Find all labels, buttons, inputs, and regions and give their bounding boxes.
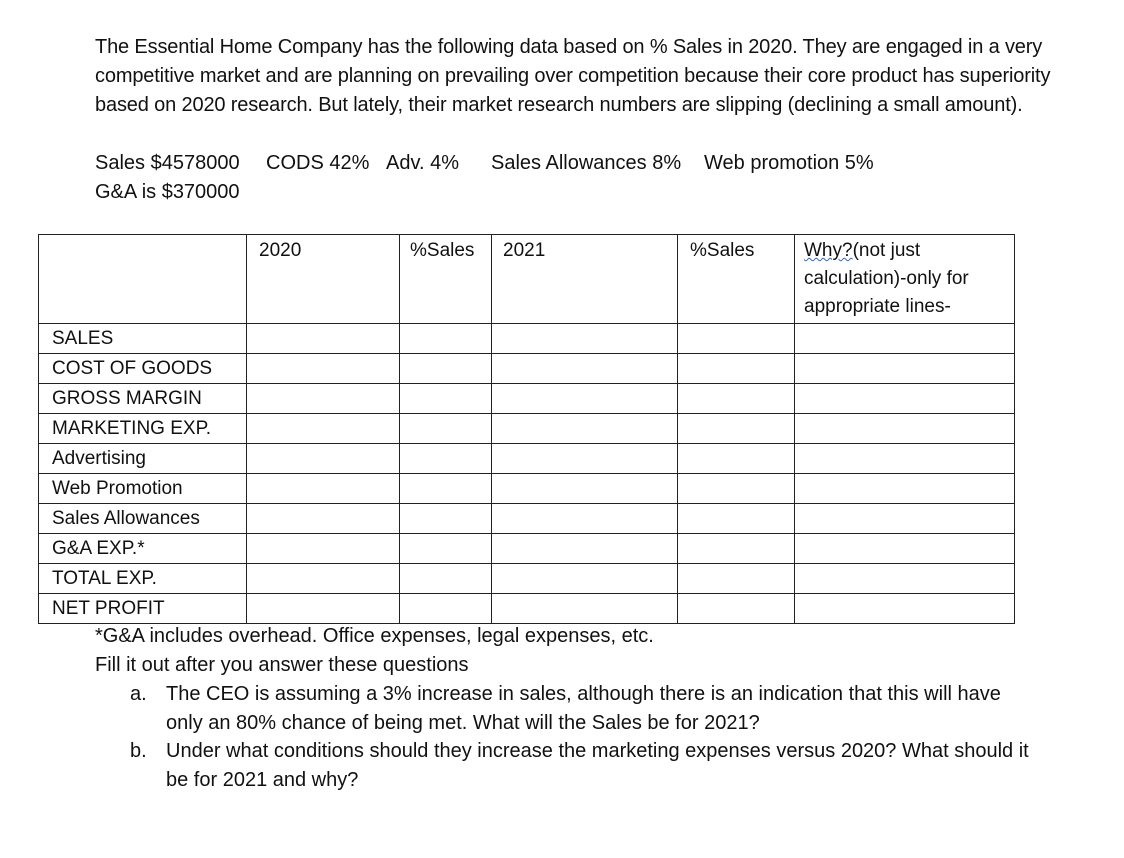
cell-2021[interactable]: [492, 414, 678, 444]
header-why: [795, 235, 1015, 324]
cell-why[interactable]: [795, 414, 1015, 444]
table-row: [39, 474, 1015, 504]
cell-2021[interactable]: [492, 504, 678, 534]
notes: [95, 622, 1055, 679]
why-note: (not just calculation)-only for appropriate lines-: [804, 240, 969, 317]
footnote: *G&A includes overhead. Office expenses, legal expenses, etc.: [95, 625, 654, 647]
cell-2020[interactable]: [247, 534, 400, 564]
question-text: Under what conditions should they increase the marketing expenses versus 2020? What should it be for 2021 and why?: [166, 740, 1029, 791]
table-row: [39, 564, 1015, 594]
cell-pct-sales-2020[interactable]: [400, 474, 492, 504]
row-label: G&A EXP.*: [39, 534, 247, 564]
cell-pct-sales-2020[interactable]: [400, 504, 492, 534]
row-label: MARKETING EXP.: [39, 414, 247, 444]
figure-web-promotion: Web promotion 5%: [704, 152, 874, 174]
cell-2021[interactable]: [492, 384, 678, 414]
intro-paragraph: The Essential Home Company has the following data based on % Sales in 2020. They are engaged in a very competitive market and are planning on prevailing over competition because their core product has superiority based on 2020 research. But lately, their market research numbers are slipping (declining a small amount).: [95, 36, 1051, 116]
cell-2020[interactable]: [247, 444, 400, 474]
question-b: [130, 737, 1030, 794]
intro-text: [95, 33, 1055, 119]
why-link: Why?: [804, 240, 853, 261]
cell-pct-sales-2021[interactable]: [678, 444, 795, 474]
cell-pct-sales-2020[interactable]: [400, 564, 492, 594]
cell-2020[interactable]: [247, 504, 400, 534]
cell-pct-sales-2021[interactable]: [678, 474, 795, 504]
row-label: SALES: [39, 324, 247, 354]
table-row: [39, 414, 1015, 444]
table-row: [39, 384, 1015, 414]
cell-2021[interactable]: [492, 564, 678, 594]
cell-pct-sales-2021[interactable]: [678, 384, 795, 414]
cell-2020[interactable]: [247, 384, 400, 414]
row-label: COST OF GOODS: [39, 354, 247, 384]
pl-table: [38, 234, 1015, 624]
cell-why[interactable]: [795, 384, 1015, 414]
cell-pct-sales-2021[interactable]: [678, 414, 795, 444]
cell-pct-sales-2020[interactable]: [400, 384, 492, 414]
question-a: [130, 680, 1030, 737]
figure-sales-allowances: Sales Allowances 8%: [491, 152, 682, 174]
cell-2020[interactable]: [247, 324, 400, 354]
table-row: [39, 534, 1015, 564]
row-label: NET PROFIT: [39, 594, 247, 624]
cell-why[interactable]: [795, 324, 1015, 354]
cell-2021[interactable]: [492, 594, 678, 624]
header-pct-sales-2021: %Sales: [678, 235, 795, 324]
cell-why[interactable]: [795, 504, 1015, 534]
question-list: [130, 680, 1030, 794]
cell-pct-sales-2021[interactable]: [678, 354, 795, 384]
table-row: [39, 444, 1015, 474]
cell-2020[interactable]: [247, 474, 400, 504]
cell-2021[interactable]: [492, 354, 678, 384]
cell-pct-sales-2020[interactable]: [400, 444, 492, 474]
cell-pct-sales-2020[interactable]: [400, 594, 492, 624]
cell-pct-sales-2020[interactable]: [400, 534, 492, 564]
cell-why[interactable]: [795, 564, 1015, 594]
header-2020: 2020: [247, 235, 400, 324]
cell-2020[interactable]: [247, 354, 400, 384]
figure-adv: Adv. 4%: [386, 152, 459, 174]
cell-pct-sales-2021[interactable]: [678, 564, 795, 594]
cell-2020[interactable]: [247, 414, 400, 444]
row-label: Sales Allowances: [39, 504, 247, 534]
question-marker: b.: [130, 740, 147, 762]
cell-pct-sales-2021[interactable]: [678, 504, 795, 534]
cell-2020[interactable]: [247, 594, 400, 624]
cell-why[interactable]: [795, 534, 1015, 564]
question-marker: a.: [130, 683, 147, 705]
row-label: TOTAL EXP.: [39, 564, 247, 594]
row-label: GROSS MARGIN: [39, 384, 247, 414]
table-row: [39, 594, 1015, 624]
cell-pct-sales-2021[interactable]: [678, 324, 795, 354]
cell-why[interactable]: [795, 354, 1015, 384]
table-row: [39, 324, 1015, 354]
figure-cods: CODS 42%: [266, 152, 370, 174]
cell-pct-sales-2021[interactable]: [678, 534, 795, 564]
instruction: Fill it out after you answer these questions: [95, 653, 469, 676]
figure-sales: Sales $4578000: [95, 152, 240, 174]
cell-pct-sales-2021[interactable]: [678, 594, 795, 624]
cell-2021[interactable]: [492, 324, 678, 354]
question-text: The CEO is assuming a 3% increase in sales, although there is an indication that this will have only an 80% chance of being met. What will the Sales be for 2021?: [166, 683, 1001, 734]
cell-why[interactable]: [795, 474, 1015, 504]
header-2021: 2021: [492, 235, 678, 324]
cell-2020[interactable]: [247, 564, 400, 594]
table-header-row: [39, 235, 1015, 324]
cell-2021[interactable]: [492, 534, 678, 564]
table-row: [39, 354, 1015, 384]
cell-2021[interactable]: [492, 474, 678, 504]
table-row: [39, 504, 1015, 534]
row-label: Web Promotion: [39, 474, 247, 504]
cell-pct-sales-2020[interactable]: [400, 414, 492, 444]
cell-why[interactable]: [795, 594, 1015, 624]
cell-pct-sales-2020[interactable]: [400, 354, 492, 384]
figure-ga: G&A is $370000: [95, 181, 240, 203]
cell-pct-sales-2020[interactable]: [400, 324, 492, 354]
cell-why[interactable]: [795, 444, 1015, 474]
header-pct-sales-2020: %Sales: [400, 235, 492, 324]
header-blank: [39, 235, 247, 324]
cell-2021[interactable]: [492, 444, 678, 474]
row-label: Advertising: [39, 444, 247, 474]
